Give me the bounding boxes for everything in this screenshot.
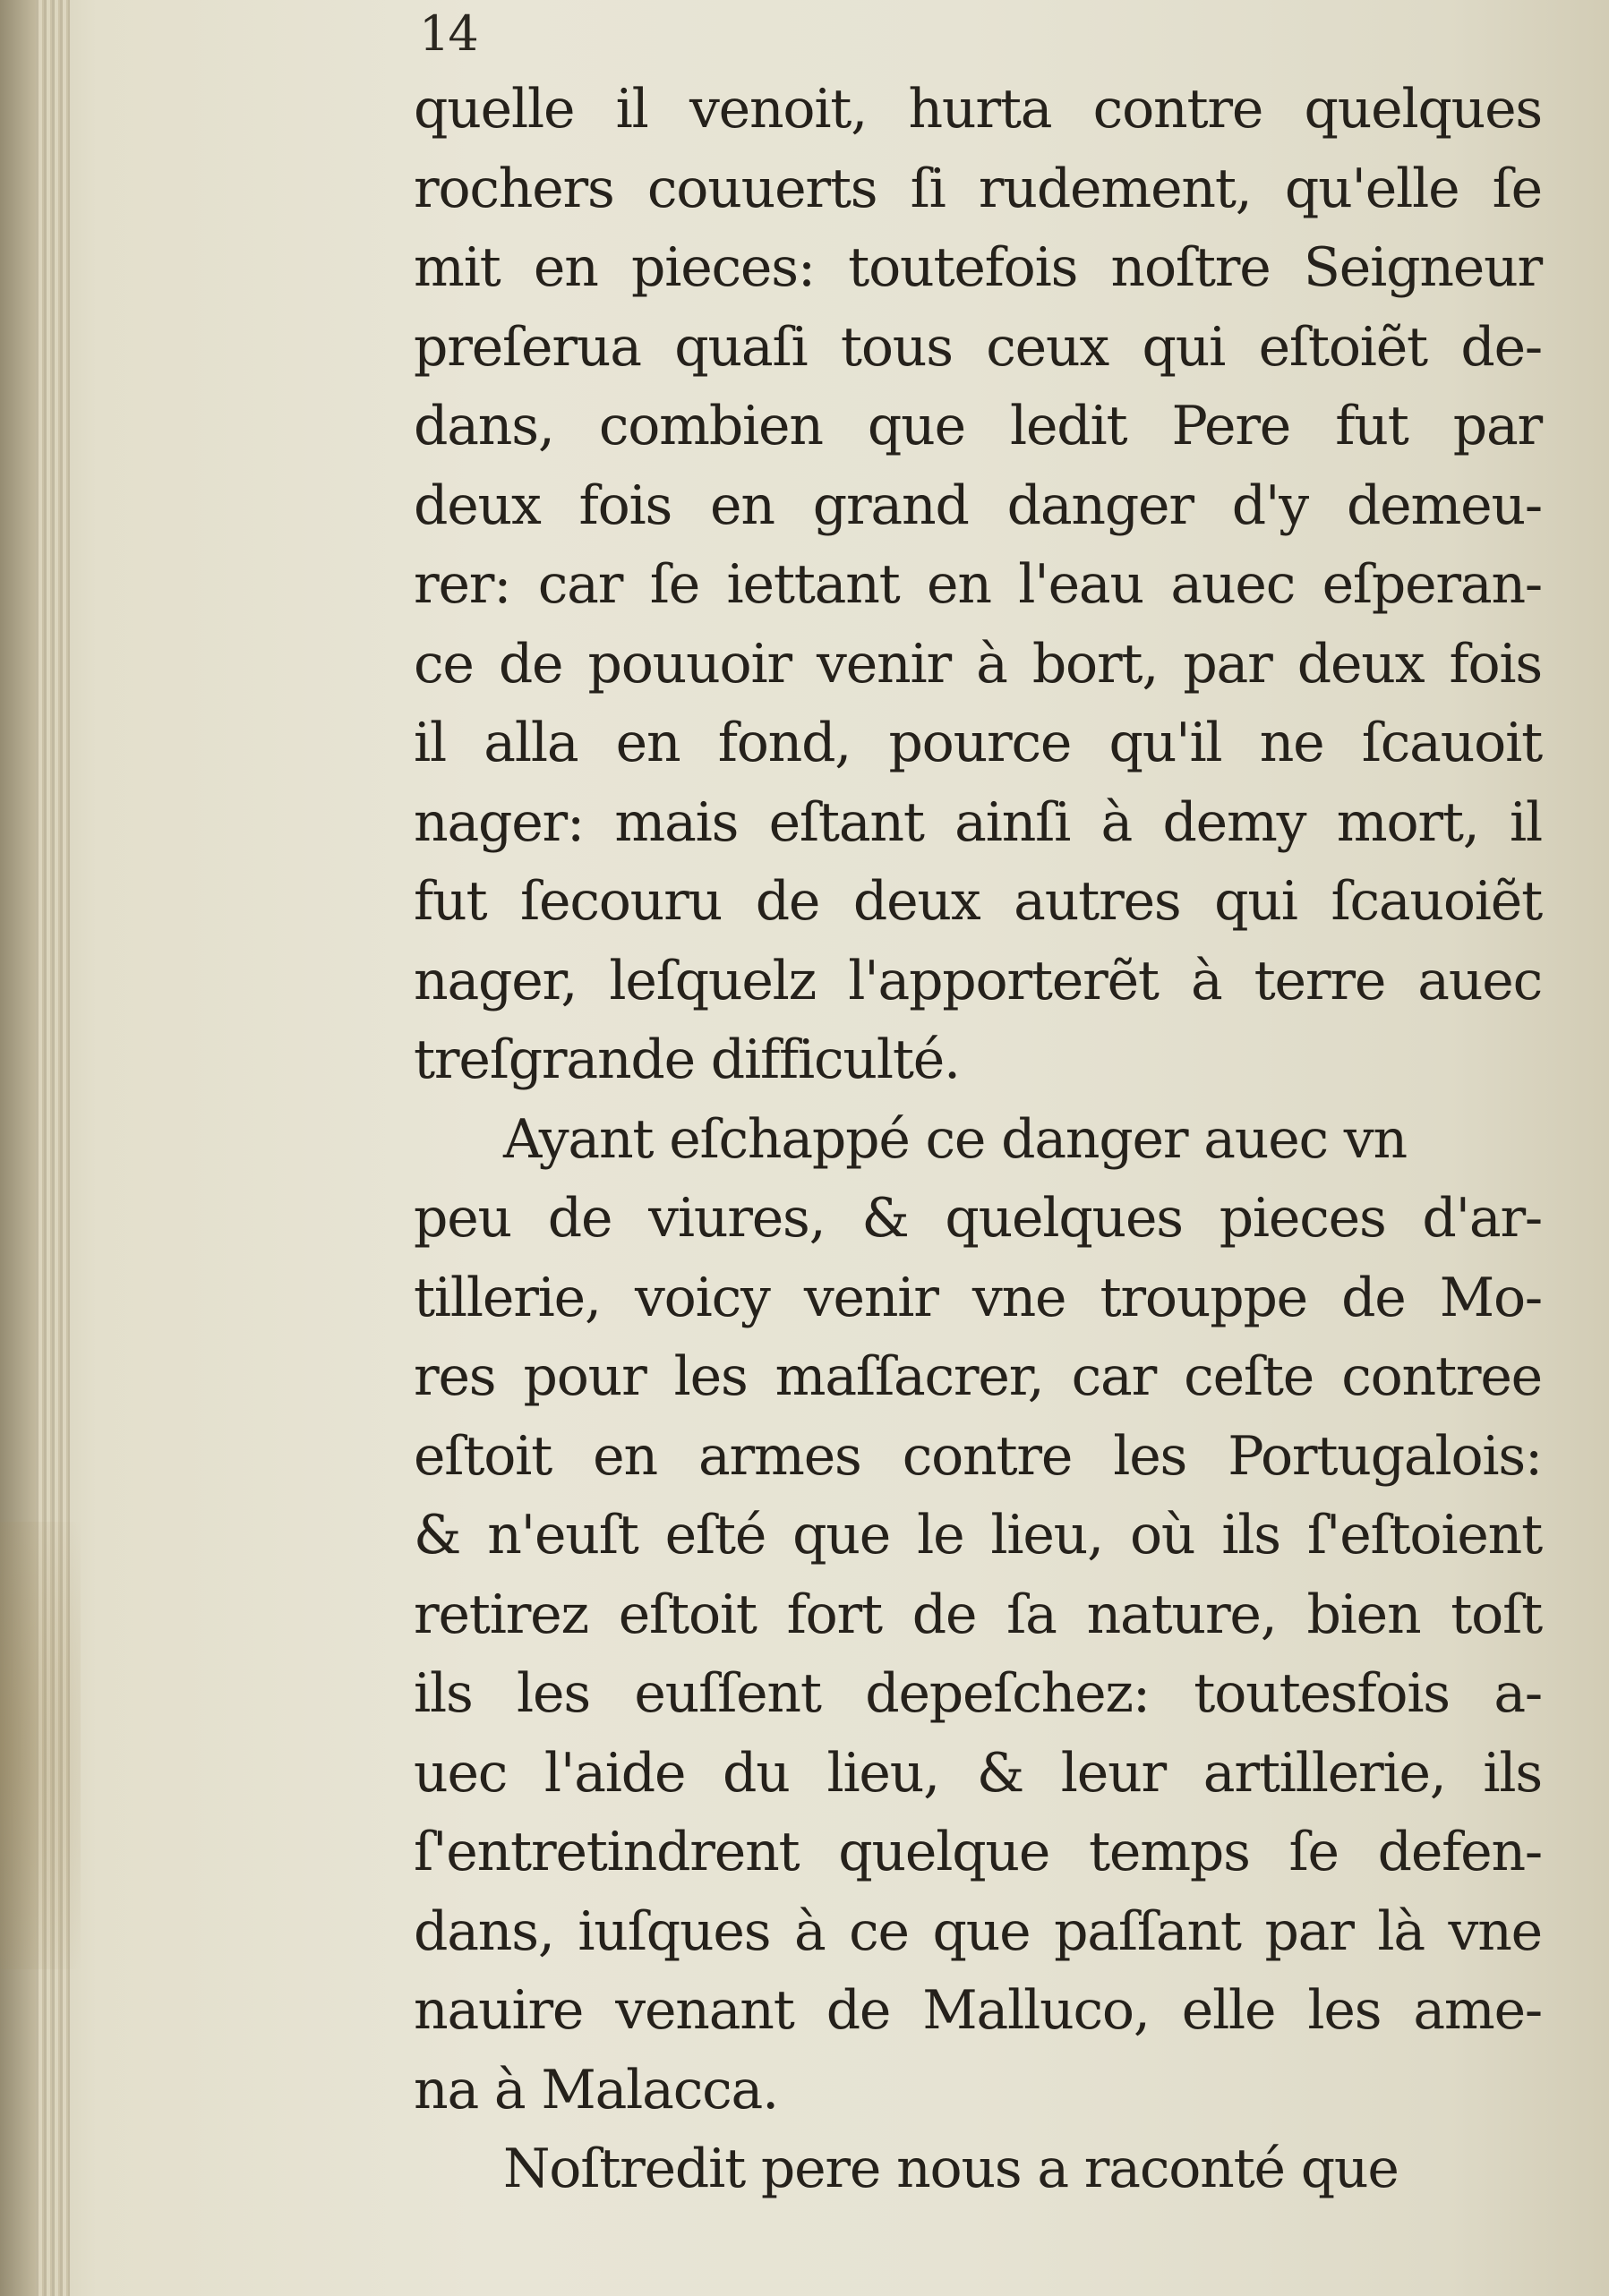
text-line: rochers couuerts ſi rudement, qu'elle ſe xyxy=(414,157,1542,220)
text-line: dans, iuſques à ce que paſſant par là vne xyxy=(414,1899,1542,1963)
text-line: dans, combien que ledit Pere fut par xyxy=(414,395,1542,457)
text-line: nager: mais eſtant ainſi à demy mort, il xyxy=(414,790,1542,854)
text-line: Noſtredit pere nous a raconté que xyxy=(503,2138,1399,2200)
text-line: peu de viures, & quelques pieces d'ar- xyxy=(414,1187,1542,1250)
text-line: rer: car ſe iettant en l'eau auec eſperan- xyxy=(414,553,1542,616)
body-text xyxy=(414,70,1542,2209)
text-line: ſ'entretindrent quelque temps ſe defen- xyxy=(414,1821,1542,1883)
text-line: res pour les maſſacrer, car ceſte contree xyxy=(414,1345,1542,1408)
paper-stain xyxy=(0,1522,81,1969)
text-line: uec l'aide du lieu, & leur artillerie, ils xyxy=(414,1741,1542,1805)
text-line: Ayant eſchappé ce danger auec vn xyxy=(503,1107,1407,1171)
text-line: & n'euſt eſté que le lieu, où ils ſ'eſtoient xyxy=(414,1504,1542,1566)
text-line: preſerua quaſi tous ceux qui eſtoiẽt de- xyxy=(414,315,1542,379)
text-line: retirez eſtoit fort de ſa nature, bien toſt xyxy=(414,1583,1542,1646)
text-line: il alla en fond, pource qu'il ne ſcauoit xyxy=(414,712,1542,774)
text-line: quelle il venoit, hurta contre quelques xyxy=(414,78,1542,141)
text-line: deux fois en grand danger d'y demeu- xyxy=(414,474,1542,537)
text-line: na à Malacca. xyxy=(414,2058,778,2121)
text-line: treſgrande difficulté. xyxy=(414,1029,960,1091)
text-line: ce de pouuoir venir à bort, par deux fois xyxy=(414,632,1542,696)
text-line: eſtoit en armes contre les Portugalois: xyxy=(414,1424,1542,1488)
page-number: 14 xyxy=(419,5,477,62)
text-line: fut ſecouru de deux autres qui ſcauoiẽt xyxy=(414,870,1542,933)
text-line: nager, leſquelz l'apporterẽt à terre auec xyxy=(414,949,1542,1012)
text-line: tillerie, voicy venir vne trouppe de Mo- xyxy=(414,1266,1542,1329)
text-line: mit en pieces: toutefois noſtre Seigneur xyxy=(414,236,1542,299)
text-line: nauire venant de Malluco, elle les ame- xyxy=(414,1979,1542,2042)
text-line: ils les euſſent depeſchez: toutesfois a- xyxy=(414,1662,1542,1725)
